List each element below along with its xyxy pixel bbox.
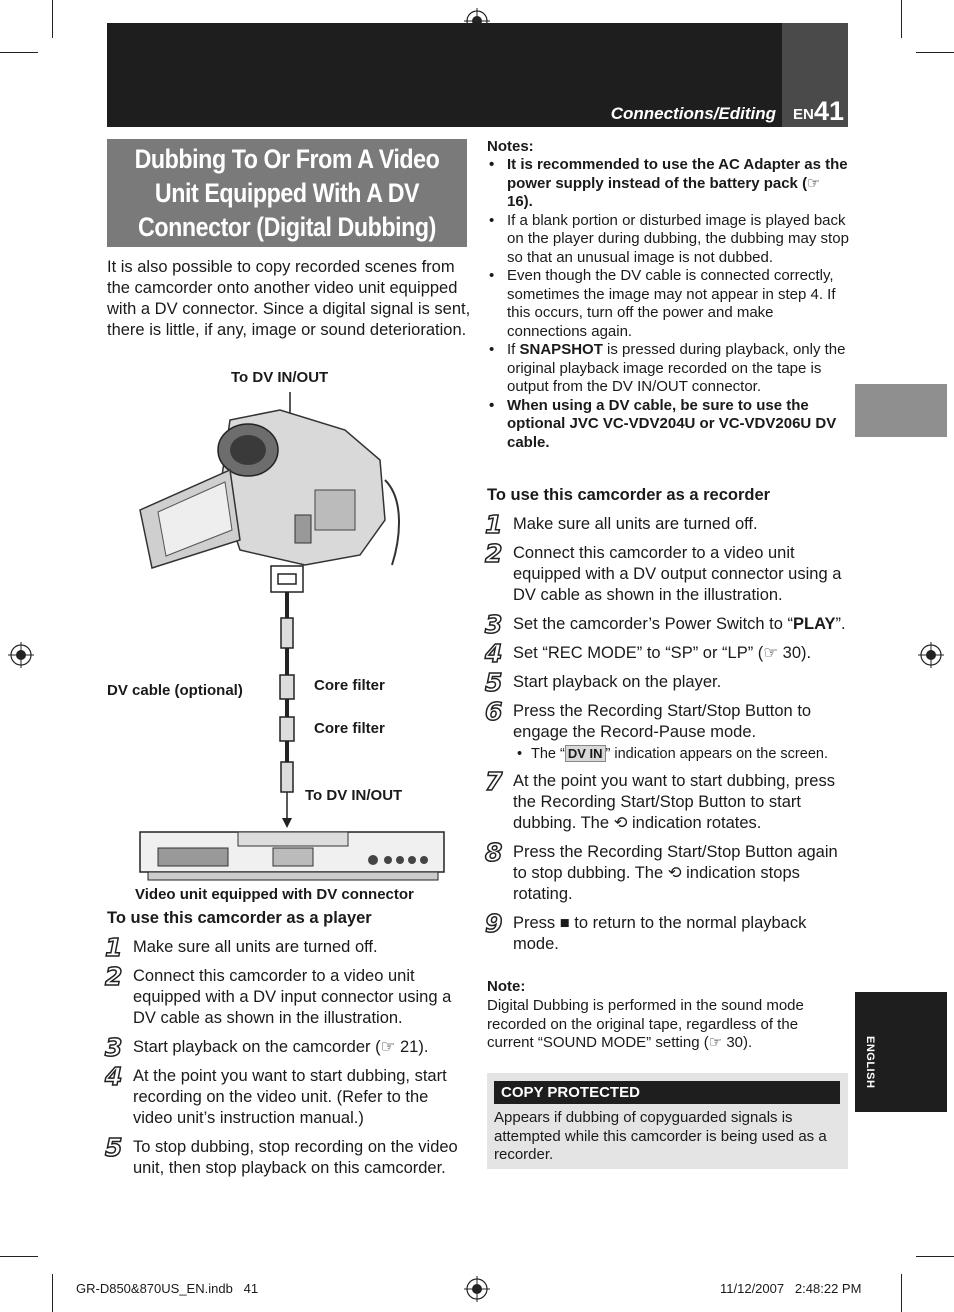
list-item: 4 At the point you want to start dubbing, start recording on the video unit. (Refer to the video unit’s instruction manual.) (105, 1062, 447, 1127)
crop-mark (901, 1274, 902, 1312)
list-item: • If a blank portion or disturbed image is played back on the player during dubbing, the dubbing may stop so that an unusual image is not dubbed. (487, 212, 849, 268)
sub-bullet: • The “ DV IN ” indication appears on the screen. (513, 745, 849, 763)
list-item: • If SNAPSHOT is pressed during playback, only the original playback image recorded on the tape is output from the DV IN/OUT connector. (487, 341, 849, 397)
list-item: 2 Connect this camcorder to a video unit equipped with a DV input connector using a DV cable as shown in the illustration. (105, 962, 452, 1027)
camcorder-illustration (130, 390, 410, 570)
note-text: Digital Dubbing is performed in the sound mode recorded on the original tape, regardless of the current “SOUND MODE” setting (☞ 30). (487, 997, 804, 1051)
page-number: 41 (814, 96, 845, 126)
footer-timestamp: 11/12/2007 2:48:22 PM (720, 1281, 862, 1296)
registration-mark-icon (464, 1276, 490, 1302)
list-item: 9 Press ■ to return to the normal playback mode. (485, 909, 807, 953)
label-to-dv-bottom: To DV IN/OUT (305, 787, 403, 804)
side-tab-gray (855, 384, 947, 437)
list-item: 2 Connect this camcorder to a video unit equipped with a DV output connector using a DV cable as shown in the illustration. (485, 539, 842, 604)
copy-protected-title: COPY PROTECTED (494, 1081, 840, 1104)
intro-paragraph: It is also possible to copy recorded scenes from the camcorder onto another video unit equipped with a DV connector. Since a digital signal is sent, there is little, if any, image or sound deterioration. (107, 258, 471, 339)
list-item: 1 Make sure all units are turned off. (105, 933, 378, 962)
recorder-steps (485, 510, 849, 963)
section-title: Connections/Editing (610, 104, 776, 123)
list-item: 6 Press the Recording Start/Stop Button to engage the Record-Pause mode. • The “ DV IN ” indication appears on the screen. (487, 701, 849, 763)
crop-mark (52, 1274, 53, 1312)
list-item: 5 Start playback on the player. (485, 668, 722, 697)
list-item: 5 To stop dubbing, stop recording on the video unit, then stop playback on this camcorder. (105, 1133, 458, 1177)
list-item: 8 Press the Recording Start/Stop Button again to stop dubbing. The ⟲ indication stops rotating. (485, 838, 838, 903)
list-item: • When using a DV cable, be sure to use the optional JVC VC-VDV204U or VC-VDV206U DV cable. (487, 397, 849, 453)
player-steps (105, 933, 469, 1187)
crop-mark (52, 0, 53, 38)
label-core-filter-1: Core filter (314, 677, 385, 694)
list-item: 4 Set “REC MODE” to “SP” or “LP” (☞ 30). (485, 639, 812, 668)
crop-mark (0, 1256, 38, 1257)
note-heading: Note: (487, 978, 526, 995)
crop-mark (916, 52, 954, 53)
page-title: Dubbing To Or From A Video Unit Equipped With A DV Connector (Digital Dubbing) (134, 144, 440, 242)
crop-mark (901, 0, 902, 38)
side-tab-label (864, 1036, 876, 1060)
registration-mark-icon (918, 642, 944, 668)
list-item: • It is recommended to use the AC Adapter as the power supply instead of the battery pack (☞ 16). (487, 156, 849, 212)
list-item: 3 Start playback on the camcorder (☞ 21). (105, 1033, 429, 1062)
label-to-dv-top: To DV IN/OUT (231, 369, 329, 386)
list-item: 1 Make sure all units are turned off. (485, 510, 758, 539)
list-item: • Even though the DV cable is connected correctly, sometimes the image may not appear in step 4. If this occurs, turn off the power and make connections again. (487, 267, 849, 341)
notes-list (487, 156, 849, 452)
list-item: 7 At the point you want to start dubbing, press the Recording Start/Stop Button to start dubbing. The ⟲ indication rotates. (485, 767, 835, 832)
footer-file: GR-D850&870US_EN.indb 41 (76, 1281, 259, 1296)
recorder-heading: To use this camcorder as a recorder (487, 486, 771, 504)
player-heading: To use this camcorder as a player (107, 909, 372, 927)
label-core-filter-2: Core filter (314, 720, 385, 737)
copy-protected-text: Appears if dubbing of copyguarded signals is attempted while this camcorder is being used as a recorder. (494, 1109, 827, 1163)
page-language: EN (793, 106, 814, 123)
illustration-caption: Video unit equipped with DV connector (135, 886, 414, 903)
label-dv-cable: DV cable (optional) (107, 682, 243, 699)
registration-mark-icon (8, 642, 34, 668)
notes-heading: Notes: (487, 138, 534, 155)
dv-cable-illustration (265, 560, 310, 830)
list-item: 3 Set the camcorder’s Power Switch to “PLAY”. (485, 610, 846, 639)
video-unit-illustration (138, 828, 448, 884)
crop-mark (916, 1256, 954, 1257)
crop-mark (0, 52, 38, 53)
dv-in-indicator: DV IN (565, 745, 606, 762)
